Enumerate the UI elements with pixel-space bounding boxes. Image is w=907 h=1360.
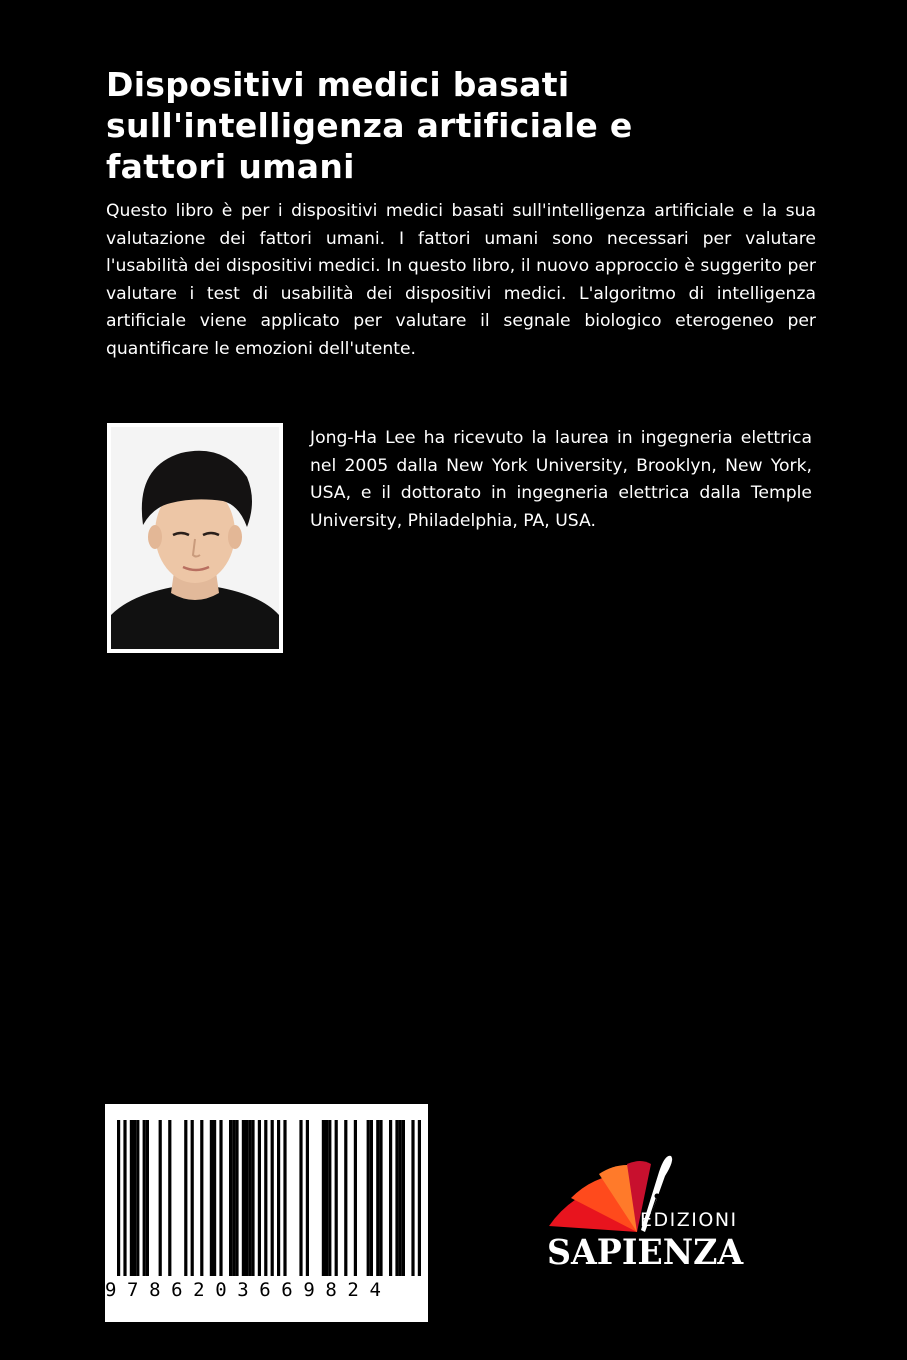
barcode-bar — [232, 1120, 235, 1276]
barcode-bar — [402, 1120, 405, 1276]
barcode-bar — [395, 1120, 398, 1276]
barcode-bar — [344, 1120, 347, 1276]
author-photo — [107, 423, 283, 653]
barcode-bar — [411, 1120, 414, 1276]
barcode-bar — [219, 1120, 222, 1276]
barcode-bar — [229, 1120, 232, 1276]
barcode-bar — [370, 1120, 373, 1276]
barcode-bar — [264, 1120, 267, 1276]
barcode-bar — [335, 1120, 338, 1276]
author-portrait-image — [111, 427, 279, 649]
barcode-bar — [251, 1120, 254, 1276]
barcode-bar — [168, 1120, 171, 1276]
barcode-bar — [123, 1120, 126, 1276]
barcode-bar — [213, 1120, 216, 1276]
barcode-bar — [136, 1120, 139, 1276]
barcode-bar — [354, 1120, 357, 1276]
barcode-bar — [418, 1120, 421, 1276]
book-description: Questo libro è per i dispositivi medici basati sull'intelligenza artificiale e la sua valutazione dei fattori umani. I fattori umani sono necessari per valutare l'usabilità dei dispositivi medici. In questo libro, il nuovo approccio è suggerito per valutare i test di usabilità dei dispositivi medici. L'algoritmo di intelligenza artificiale viene applicato per valutare il segnale biologico eterogeneo per quantificare le emozioni dell'utente. — [106, 201, 816, 359]
barcode-bar — [242, 1120, 245, 1276]
barcode-bar — [399, 1120, 402, 1276]
barcode-bar — [299, 1120, 302, 1276]
barcode-bar — [143, 1120, 146, 1276]
barcode-bar — [325, 1120, 328, 1276]
barcode-bar — [200, 1120, 203, 1276]
barcode-bar — [117, 1120, 120, 1276]
barcode-bars — [105, 1104, 428, 1284]
barcode-bar — [130, 1120, 133, 1276]
isbn-barcode — [105, 1104, 428, 1322]
barcode-bar — [277, 1120, 280, 1276]
barcode-bar — [191, 1120, 194, 1276]
barcode-bar — [376, 1120, 379, 1276]
barcode-bar — [146, 1120, 149, 1276]
publisher-line1: EDIZIONI — [640, 1209, 738, 1231]
barcode-bar — [184, 1120, 187, 1276]
barcode-bar — [248, 1120, 251, 1276]
barcode-bar — [389, 1120, 392, 1276]
barcode-bar — [328, 1120, 331, 1276]
barcode-bar — [306, 1120, 309, 1276]
isbn-digits: 9786203669824 — [105, 1279, 392, 1301]
barcode-bar — [159, 1120, 162, 1276]
publisher-line2: SAPIENZA — [547, 1232, 744, 1273]
barcode-bar — [379, 1120, 382, 1276]
barcode-bar — [235, 1120, 238, 1276]
barcode-bar — [245, 1120, 248, 1276]
author-bio: Jong-Ha Lee ha ricevuto la laurea in ingegneria elettrica nel 2005 dalla New York University, Brooklyn, New York, USA, e il dottorato in ingegneria elettrica dalla Temple University, Philadelphia, PA, USA. — [310, 428, 812, 531]
book-title: Dispositivi medici basati sull'intelligenza artificiale e fattori umani — [106, 65, 633, 186]
barcode-bar — [210, 1120, 213, 1276]
barcode-bar — [133, 1120, 136, 1276]
barcode-bar — [258, 1120, 261, 1276]
barcode-bar — [271, 1120, 274, 1276]
barcode-bar — [367, 1120, 370, 1276]
barcode-bar — [322, 1120, 325, 1276]
publisher-logo — [541, 1150, 748, 1274]
barcode-bar — [283, 1120, 286, 1276]
